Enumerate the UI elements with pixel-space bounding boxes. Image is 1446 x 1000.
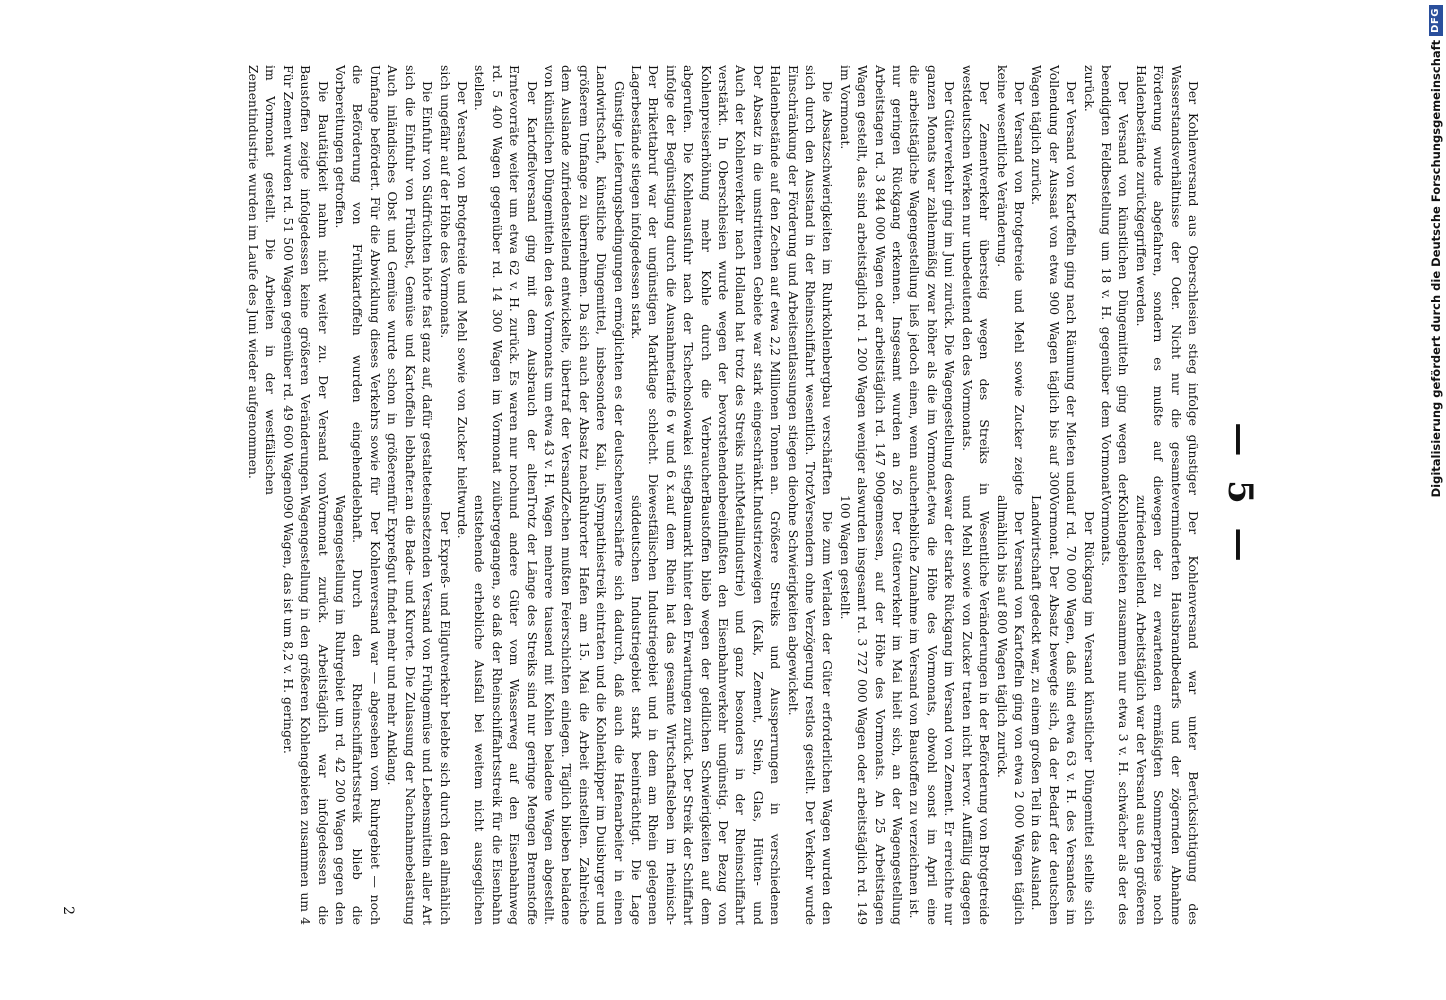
paragraph: Wesentliche Veränderungen in der Beförderung von Brotgetreide und Mehl sowie von Zucker traten nicht hervor. Auffällig dagegen war der starke Rückgang im Versand von Zement. Er erreichte nur etwa die Höhe des Vormonats, obwohl sonst im April eine erhebliche Zunahme im Versand von Baustoffen zu verzeichnen ist.	[907, 495, 993, 925]
paragraph: Der Versand von Kartoffeln ging nach Räumung der Mieten und Vollendung der Aussaat von etwa 900 Wagen täglich bis auf 300 Wagen täglich zurück.	[1029, 65, 1080, 495]
digitization-note-text-wrap	[1426, 5, 1446, 985]
paragraph: Der Kohlenversand aus Oberschlesien stieg infolge günstiger Wasserstandsverhältnisse der Oder. Nicht nur die gesamte Förderung wurde abgefahren, sondern es mußte auf die Haldenbestände zurückgegriffen werden.	[1133, 65, 1201, 495]
digitization-note	[1406, 8, 1443, 990]
paragraph: Der Kohlenversand war unter Berücksichtigung des verminderten Hausbrandbedarfs und der zögernden Abnahme wegen der zu erwartenden ermäßigten Sommerpreise noch zufriedenstellend. Arbeitstäglich war der Versand aus den größeren Kohlengebieten zusammen nur etwa 3 v. H. schwächer als der des Vormonats.	[1098, 495, 1201, 925]
paragraph: Der Versand von Brotgetreide und Mehl sowie Zucker zeigte keine wesentliche Veränderung.	[994, 65, 1027, 495]
paragraph: Der Rückgang im Versand künstlicher Düngemittel stellte sich auf rd. 70 000 Wagen, daß sind etwa 63 v. H. des Versandes im Vormonat. Der Absatz bewegte sich, da der Bedarf der deutschen Landwirtschaft gedeckt war, zu einem großen Teil in das Ausland.	[1029, 495, 1097, 925]
digitization-note-text: Digitalisierung gefördert durch die Deutsche Forschungsgemeinschaft	[1429, 39, 1443, 498]
paragraph: Der Expreß- und Eilgutverkehr belebte sich durch den allmählich einsetzenden Versand von Frühgemüse und Lebensmitteln aller Art an die Bade- und Kurorte. Die Zulassung der Nachnahmebelastung für Expreßgut findet mehr und mehr Anklang.	[385, 495, 453, 925]
paragraph: Der Versand von Brotgetreide und Mehl sowie von Zucker hielt sich ungefähr auf der Höhe des Vormonats.	[437, 65, 470, 495]
paragraph: Größere Streiks und Aussperrungen in verschiedenen Industriezweigen (Kalk, Zement, Stein, Glas, Hütten- und Metallindustrie) und ganz besonders in der Rheinschiffahrt beeinflußten den Eisenbahnverkehr ungünstig. Der Bezug von Baustoffen blieb wegen der geldlichen Schwierigkeiten auf dem Baumarkt hinter den Erwartungen zurück. Der Streik der Schiffahrt auf dem Rhein hat das gesamte Wirtschaftsleben im rheinisch-westfälischen Industriegebiet und in dem am Rhein gelegenen süddeutschen Industriegebiet stark beeinträchtigt. Die Lage verschärfte sich dadurch, daß auch die Hafenarbeiter in einen Sympathiestreik eintraten und die Kohlenkipper im Duisburger und Ruhrorter Hafen am 15. Mai die Arbeit einstellten. Zahlreiche Zechen mußten Feierschichten einlegen. Täglich blieben beladene Wagen mehrere tausend mit Kohlen beladene Wagen abgestellt. Trotz der Länge des Streiks sind nur geringe Mengen Brennstoffe und andere Güter vom Wasserweg auf den Eisenbahnweg übergegangen, so daß der Rheinschiffahrtsstreik für die Eisenbahn entstehende erhebliche Ausfall bei weitem nicht ausgeglichen wurde.	[454, 495, 784, 925]
paragraph: Der Kartoffelversand ging mit dem Ausbrauch der alten Erntevorräte weiter um etwa 62 v. H. zurück. Es waren nur noch rd. 5 400 Wagen gegenüber rd. 14 300 Wagen im Vormonat zu stellen.	[472, 65, 540, 495]
document-page	[60, 65, 1260, 925]
page-number-header: — 5 —	[1220, 422, 1260, 568]
paragraph: Der Kohlenversand war — abgesehen vom Ruhrgebiet — noch lebhaft. Durch den Rheinschiffahrtsstreik blieb die Wagengestellung im Ruhrgebiet um rd. 42 200 Wagen gegen den Vormonat zurück. Arbeitstäglich war infolgedessen die Wagengestellung in den größeren Kohlengebieten zusammen um 4 090 Wagen, das ist um 8,2 v. H. geringer.	[280, 495, 383, 925]
signature-mark: 2	[60, 906, 76, 915]
paragraph: Die zum Verladen der Güter erforderlichen Wagen wurden den Versendern ohne Verzögerung restlos gestellt. Der Verkehr wurde ohne Schwierigkeiten abgewickelt.	[785, 495, 836, 925]
text-columns	[60, 65, 1202, 925]
paragraph: Der Güterverkehr ging im Juni zurück. Die Wagengestellung des ganzen Monats war zahlenmäßig zwar höher als die im Vormonat, die arbeitstägliche Wagengestellung ließ jedoch einen, wenn auch nur geringen Rückgang erkennen. Insgesamt wurden an 26 Arbeitstagen rd. 3 844 000 Wagen oder arbeitstäglich rd. 147 900 Wagen gestellt, das sind arbeitstäglich rd. 1 200 Wagen weniger als im Vormonat.	[837, 65, 958, 495]
paragraph: Die Einfuhr von Südfrüchten hörte fast ganz auf, dafür gestaltete sich die Einfuhr von Frühobst, Gemüse und Kartoffeln lebhafter. Auch inländisches Obst und Gemüse wurde schon in größerem Umfange befördert. Für die Abwicklung dieses Verkehrs sowie für die Beförderung von Frühkartoffeln wurden eingehende Vorbereitungen getroffen.	[333, 65, 436, 495]
left-column	[60, 495, 1202, 925]
paragraph: Der Zementverkehr übersteig wegen des Streiks in westdeutschen Werken nur unbedeutend den des Vormonats.	[959, 65, 993, 495]
paragraph: Die Absatzschwierigkeiten im Ruhrkohlenbergbau verschärften sich durch den Ausstand in der Rheinschiffahrt wesentlich. Trotz Einschränkung der Förderung und Arbeitsentlassungen stiegen die Haldenbestände auf den Zechen auf etwa 2,2 Millionen Tonnen an. Der Absatz in die umstrittenen Gebiete war stark eingeschränkt. Auch der Kohlenverkehr nach Holland hat trotz des Streiks nicht verstärkt. In Oberschlesien wurde wegen der bevorstehenden Kohlenpreiserhöhung mehr Kohle durch die Verbraucher abgerufen. Die Kohlenausfuhr nach der Tschechoslowakei stieg infolge der Begünstigung durch die Ausnahmetarife 6 w und 6 x. Der Brikettabruf war der ungünstigen Marktlage schlecht. Die Lagerbestände stiegen infolgedessen stark.	[629, 65, 836, 495]
paragraph: Günstige Lieferungsbedingungen ermöglichten es der deutschen Landwirtschaft, künstliche Düngemittel, insbesondere Kali, in größerem Umfange zu übernehmen. Da sich auch der Absatz nach dem Auslande zufriedenstellend entwickelte, übertraf der Versand von künstlichen Düngemitteln den des Vormonats um etwa 43 v. H.	[541, 65, 627, 495]
paragraph: Der Güterverkehr im Mai hielt sich, an der Wagengestellung gemessen, auf der Höhe des Vormonats. An 25 Arbeitstagen wurden insgesamt rd. 3 727 000 Wagen oder arbeitstäglich rd. 149 100 Wagen gestellt.	[837, 495, 906, 925]
paragraph: Der Versand von Kartoffeln ging von etwa 2 000 Wagen täglich allmählich bis auf 800 Wagen täglich zurück.	[994, 495, 1027, 925]
paragraph: Der Versand von künstlichen Düngemitteln ging wegen der beendigten Feldbestellung um 18 v. H. gegenüber dem Vormonat zurück.	[1081, 65, 1132, 495]
paragraph: Die Bautätigkeit nahm nicht weiter zu. Der Versand von Baustoffen zeigte infolgedessen keine größeren Veränderungen. Für Zement wurden rd. 51 500 Wagen gegenüber rd. 49 600 Wagen im Vormonat gestellt. Die Arbeiten in der westfälischen Zementindustrie wurden im Laufe des Juni wieder aufgenommen.	[246, 65, 331, 495]
dfg-logo: DFG	[1429, 5, 1443, 36]
right-column	[60, 65, 1202, 495]
